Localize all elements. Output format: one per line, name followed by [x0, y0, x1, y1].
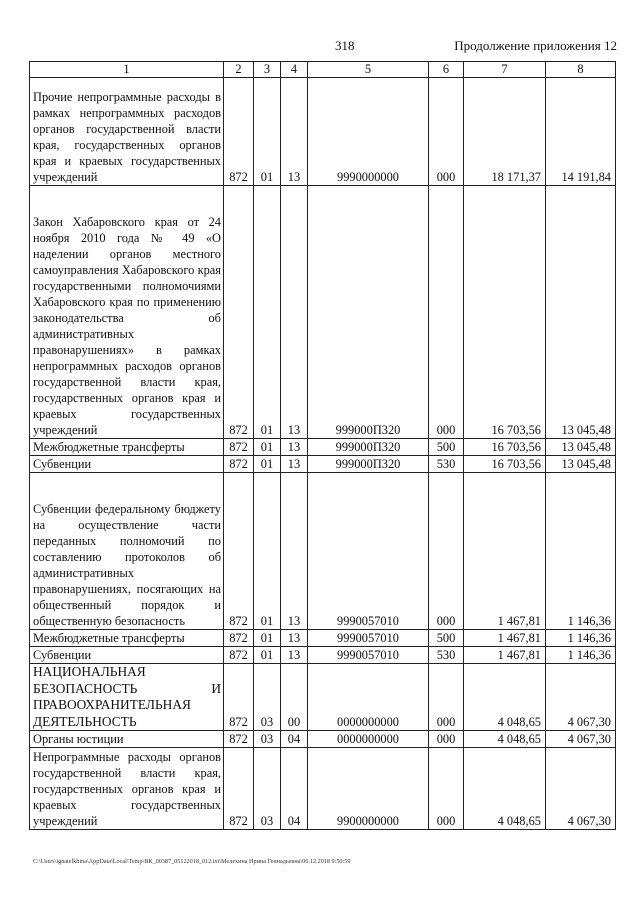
cell-col3: 01 [254, 186, 281, 439]
cell-col6: 000 [429, 473, 464, 630]
cell-col4: 13 [281, 647, 308, 664]
cell-col7: 4 048,65 [464, 664, 546, 731]
cell-col7: 18 171,37 [464, 78, 546, 186]
cell-col4: 13 [281, 456, 308, 473]
cell-col6: 500 [429, 630, 464, 647]
cell-col2: 872 [224, 664, 254, 731]
cell-col7: 1 467,81 [464, 473, 546, 630]
cell-col8: 4 067,30 [546, 748, 616, 830]
cell-col6: 500 [429, 439, 464, 456]
cell-col3: 01 [254, 647, 281, 664]
table-row [30, 186, 616, 439]
cell-col7: 16 703,56 [464, 456, 546, 473]
cell-col3: 03 [254, 731, 281, 748]
cell-col3: 01 [254, 473, 281, 630]
column-header: 8 [546, 62, 616, 78]
cell-col2: 872 [224, 647, 254, 664]
row-name: Непрограммные расходы органов государственной власти края, государственных органов края и краевых государственных учреждений [30, 748, 224, 830]
table-row [30, 731, 616, 748]
cell-col5: 9990000000 [308, 78, 429, 186]
cell-col5: 9900000000 [308, 748, 429, 830]
column-header: 5 [308, 62, 429, 78]
row-name: Межбюджетные трансферты [30, 630, 224, 647]
cell-col6: 000 [429, 664, 464, 731]
page-number: 318 [335, 38, 355, 53]
row-name: Закон Хабаровского края от 24 ноября 2010 года № 49 «О наделении органов местного самоуправления Хабаровского края государственными полномочиями Хабаровского края по применению законодательства об административных правонарушениях» в рамках непрограммных расходов органов государственной власти края, государственных органов края и краевых государственных учреждений [30, 186, 224, 439]
column-header: 4 [281, 62, 308, 78]
cell-col2: 872 [224, 630, 254, 647]
cell-col7: 1 467,81 [464, 647, 546, 664]
table-row [30, 630, 616, 647]
column-header: 1 [30, 62, 224, 78]
cell-col5: 999000П320 [308, 439, 429, 456]
cell-col8: 13 045,48 [546, 186, 616, 439]
cell-col8: 4 067,30 [546, 731, 616, 748]
table-row [30, 647, 616, 664]
cell-col5: 9990057010 [308, 647, 429, 664]
cell-col5: 0000000000 [308, 731, 429, 748]
cell-col8: 4 067,30 [546, 664, 616, 731]
cell-col8: 1 146,36 [546, 473, 616, 630]
cell-col4: 04 [281, 748, 308, 830]
cell-col4: 13 [281, 78, 308, 186]
table-row [30, 456, 616, 473]
row-name: НАЦИОНАЛЬНАЯ БЕЗОПАСНОСТЬ И ПРАВООХРАНИТЕЛЬНАЯ ДЕЯТЕЛЬНОСТЬ [30, 664, 224, 731]
cell-col8: 13 045,48 [546, 439, 616, 456]
cell-col2: 872 [224, 186, 254, 439]
table-row [30, 439, 616, 456]
table-header-row [30, 62, 616, 78]
cell-col5: 0000000000 [308, 664, 429, 731]
column-header: 7 [464, 62, 546, 78]
cell-col2: 872 [224, 731, 254, 748]
budget-table [29, 61, 616, 830]
cell-col2: 872 [224, 78, 254, 186]
column-header: 6 [429, 62, 464, 78]
cell-col5: 9990057010 [308, 630, 429, 647]
cell-col5: 999000П320 [308, 186, 429, 439]
row-name: Субвенции [30, 456, 224, 473]
row-name: Прочие непрограммные расходы в рамках непрограммных расходов органов государственной власти края, государственных органов края и краевых государственных учреждений [30, 78, 224, 186]
cell-col7: 4 048,65 [464, 748, 546, 830]
cell-col4: 13 [281, 473, 308, 630]
cell-col7: 16 703,56 [464, 439, 546, 456]
cell-col5: 999000П320 [308, 456, 429, 473]
cell-col6: 530 [429, 456, 464, 473]
column-header: 3 [254, 62, 281, 78]
row-name: Субвенции [30, 647, 224, 664]
cell-col8: 14 191,84 [546, 78, 616, 186]
cell-col6: 000 [429, 186, 464, 439]
cell-col4: 13 [281, 186, 308, 439]
cell-col2: 872 [224, 473, 254, 630]
column-header: 2 [224, 62, 254, 78]
table-row [30, 473, 616, 630]
row-name: Субвенции федеральному бюджету на осуществление части переданных полномочий по составлению протоколов об административных правонарушениях, посягающих на общественный порядок и общественную безопасность [30, 473, 224, 630]
cell-col7: 16 703,56 [464, 186, 546, 439]
cell-col4: 13 [281, 439, 308, 456]
cell-col6: 530 [429, 647, 464, 664]
cell-col8: 13 045,48 [546, 456, 616, 473]
cell-col2: 872 [224, 439, 254, 456]
row-name: Органы юстиции [30, 731, 224, 748]
cell-col6: 000 [429, 78, 464, 186]
continuation-label: Продолжение приложения 12 [454, 38, 617, 53]
cell-col3: 03 [254, 664, 281, 731]
cell-col6: 000 [429, 748, 464, 830]
footer-file-path: C:\Users\ignatelkhina\AppData\Local\Temp\ВК_00387_05122018_012.txt\Мелехина Ирина Геннадьевна\06.12.2018 9:50:59 [33, 858, 351, 865]
cell-col5: 9990057010 [308, 473, 429, 630]
cell-col3: 03 [254, 748, 281, 830]
row-name: Межбюджетные трансферты [30, 439, 224, 456]
table-row [30, 664, 616, 731]
cell-col6: 000 [429, 731, 464, 748]
cell-col4: 04 [281, 731, 308, 748]
cell-col8: 1 146,36 [546, 647, 616, 664]
cell-col7: 1 467,81 [464, 630, 546, 647]
table-row [30, 78, 616, 186]
cell-col3: 01 [254, 78, 281, 186]
cell-col4: 00 [281, 664, 308, 731]
cell-col3: 01 [254, 439, 281, 456]
cell-col2: 872 [224, 456, 254, 473]
cell-col2: 872 [224, 748, 254, 830]
cell-col7: 4 048,65 [464, 731, 546, 748]
cell-col8: 1 146,36 [546, 630, 616, 647]
cell-col3: 01 [254, 456, 281, 473]
cell-col4: 13 [281, 630, 308, 647]
cell-col3: 01 [254, 630, 281, 647]
table-row [30, 748, 616, 830]
